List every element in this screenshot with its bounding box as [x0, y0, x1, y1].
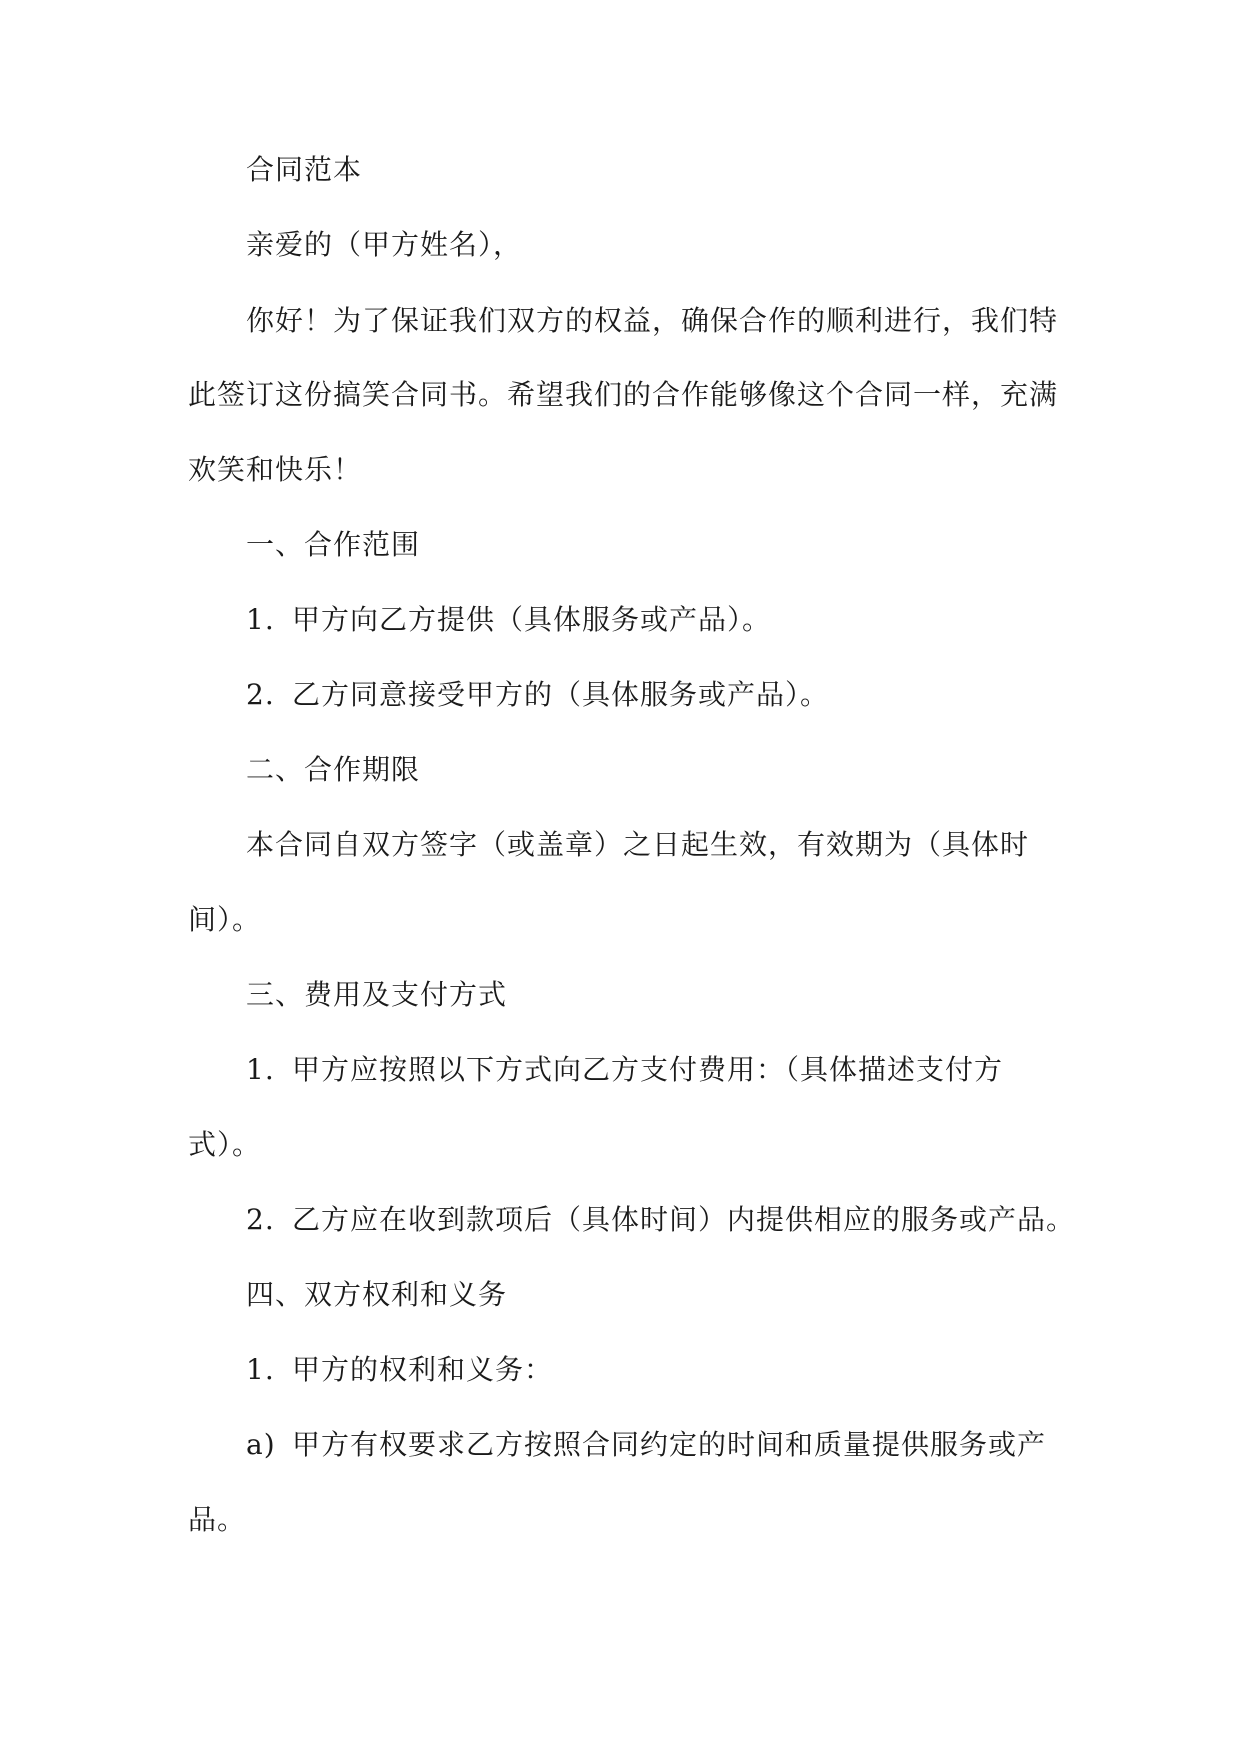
- item-number: 1.: [246, 603, 275, 636]
- item-text: 甲方应按照以下方式向乙方支付费用：（具体描述支付方: [292, 1053, 1004, 1086]
- item-number: 2.: [246, 678, 275, 711]
- greeting: 亲爱的（甲方姓名），: [246, 228, 523, 261]
- item-text: 甲方的权利和义务：: [292, 1353, 554, 1386]
- item-text: 乙方同意接受甲方的（具体服务或产品）。: [292, 678, 830, 711]
- document-title: 合同范本: [246, 153, 363, 186]
- intro-line-3: 欢笑和快乐！: [188, 453, 363, 486]
- intro-line-2: 此签订这份搞笑合同书。希望我们的合作能够像这个合同一样，充满: [188, 378, 1059, 411]
- section-2-line-2: 间）。: [188, 903, 262, 936]
- section-2-heading: 二、合作期限: [246, 753, 421, 786]
- item-number: 2.: [246, 1203, 275, 1236]
- item-number: 1.: [246, 1053, 275, 1086]
- item-text: 乙方应在收到款项后（具体时间）内提供相应的服务或产品。: [292, 1203, 1076, 1236]
- section-3-item-1-continued: 式）。: [188, 1128, 262, 1161]
- section-4-sub-item-a-continued: 品。: [188, 1503, 247, 1536]
- section-2-line-1: 本合同自双方签字（或盖章）之日起生效，有效期为（具体时: [246, 828, 1030, 861]
- section-3-heading: 三、费用及支付方式: [246, 978, 508, 1011]
- section-1-heading: 一、合作范围: [246, 528, 421, 561]
- section-3-item-1: [246, 1052, 1003, 1088]
- section-3-item-2: [246, 1202, 1075, 1238]
- section-1-item-2: [246, 677, 829, 713]
- item-text: 甲方有权要求乙方按照合同约定的时间和质量提供服务或产: [292, 1428, 1047, 1461]
- section-4-item-1: [246, 1352, 553, 1388]
- section-4-heading: 四、双方权利和义务: [246, 1278, 508, 1311]
- intro-line-1: 你好！为了保证我们双方的权益，确保合作的顺利进行，我们特: [246, 304, 1059, 337]
- item-number: 1.: [246, 1353, 275, 1386]
- item-number: a): [246, 1428, 276, 1461]
- item-text: 甲方向乙方提供（具体服务或产品）。: [292, 603, 772, 636]
- section-4-sub-item-a: [246, 1427, 1046, 1463]
- section-1-item-1: [246, 602, 771, 638]
